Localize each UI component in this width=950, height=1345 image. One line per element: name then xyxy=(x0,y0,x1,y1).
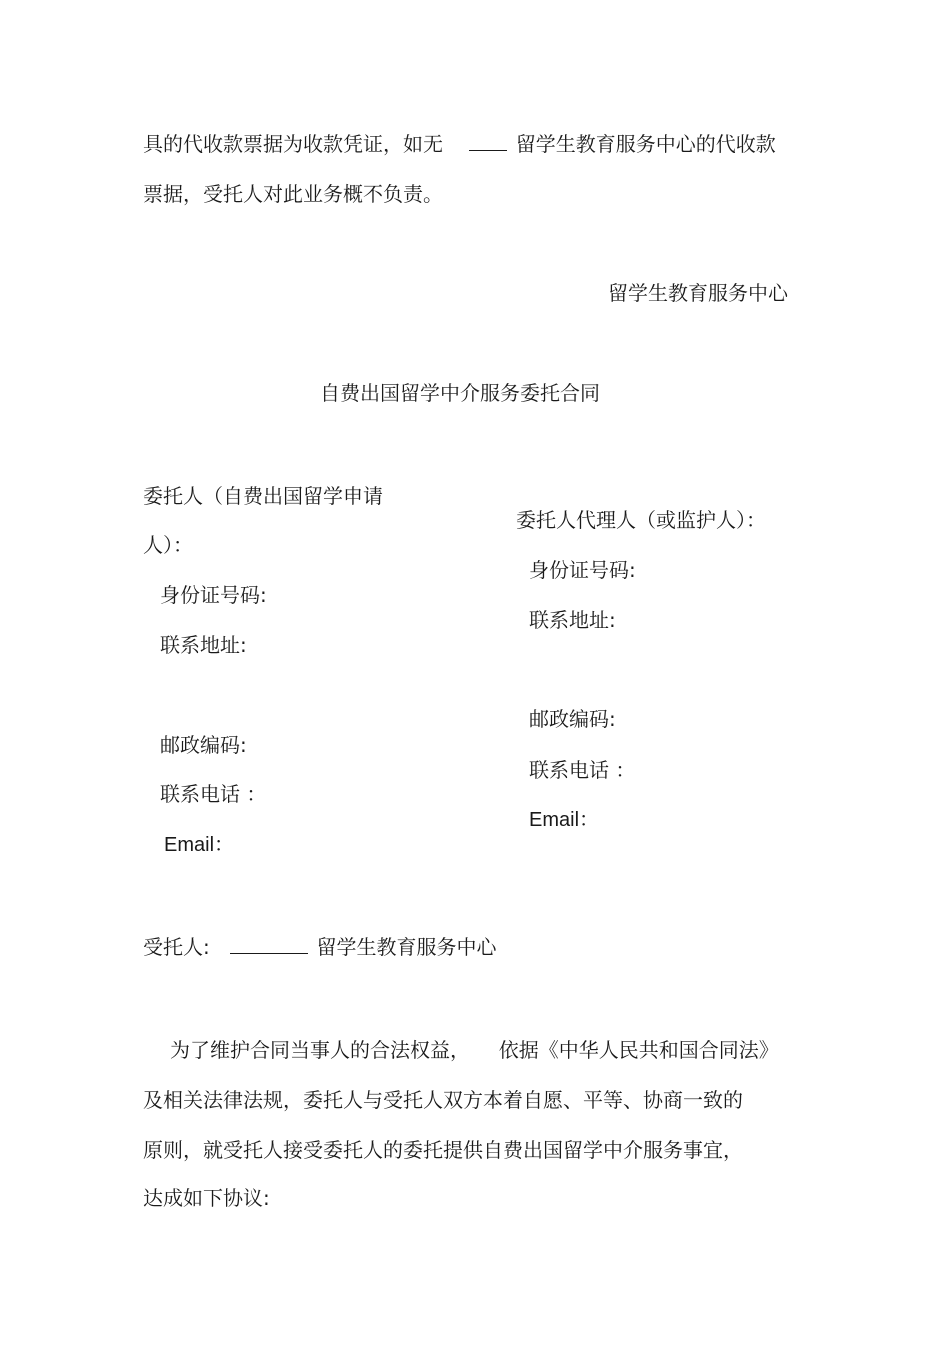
trustee-line xyxy=(143,934,496,960)
preamble-line-2: 及相关法律法规，委托人与受托人双方本着自愿、平等、协商一致的 xyxy=(143,1088,743,1112)
signature-org: 留学生教育服务中心 xyxy=(608,281,788,305)
principal-postcode-label: 邮政编码: xyxy=(160,733,247,757)
agent-postcode-label: 邮政编码: xyxy=(529,707,616,731)
principal-title-line-1: 委托人（自费出国留学申请 xyxy=(143,484,383,508)
trustee-value: 留学生教育服务中心 xyxy=(316,935,497,959)
preamble-line-4: 达成如下协议: xyxy=(143,1186,270,1210)
agent-id-label: 身份证号码: xyxy=(529,558,636,582)
intro-line-1-end: 留学生教育服务中心的代收款 xyxy=(515,132,776,156)
principal-address-label: 联系地址: xyxy=(160,633,247,657)
principal-title-line-2: 人）： xyxy=(143,533,193,557)
preamble-line-3: 原则，就受托人接受委托人的委托提供自费出国留学中介服务事宜， xyxy=(143,1138,743,1162)
intro-line-1-start: 具的代收款票据为收款凭证，如无 xyxy=(143,132,443,156)
agent-phone-label: 联系电话 ： xyxy=(529,758,636,782)
principal-phone-label: 联系电话 ： xyxy=(160,782,267,806)
contract-title: 自费出国留学中介服务委托合同 xyxy=(320,381,600,405)
trustee-blank-field xyxy=(230,935,308,954)
intro-line-1 xyxy=(143,131,776,157)
trustee-label: 受托人: xyxy=(143,935,210,959)
intro-blank-field xyxy=(469,132,507,151)
agent-title: 委托人代理人（或监护人）： xyxy=(516,508,766,532)
preamble-line-1-start: 为了维护合同当事人的合法权益， xyxy=(170,1038,470,1062)
principal-email-label: Email： xyxy=(164,834,235,856)
principal-id-label: 身份证号码: xyxy=(160,583,267,607)
intro-line-2: 票据，受托人对此业务概不负责。 xyxy=(143,182,443,206)
agent-address-label: 联系地址: xyxy=(529,608,616,632)
preamble-line-1 xyxy=(170,1037,779,1063)
preamble-line-1-end: 依据《中华人民共和国合同法》 xyxy=(498,1038,779,1062)
agent-email-label: Email： xyxy=(529,809,600,831)
